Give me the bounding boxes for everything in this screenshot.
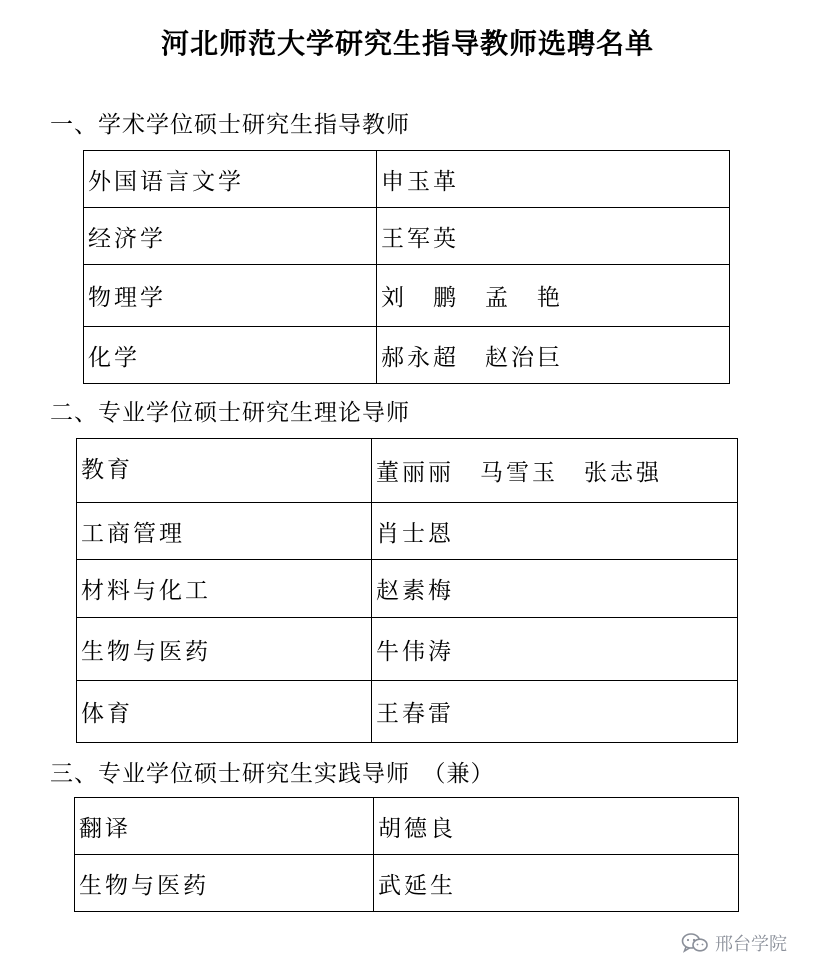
wechat-icon: [681, 932, 709, 954]
section-heading-3: 三、专业学位硕士研究生实践导师 （兼）: [50, 761, 495, 787]
watermark-text: 邢台学院: [715, 934, 787, 955]
table-row: [84, 208, 730, 265]
table-row: [84, 151, 730, 208]
table-row: [84, 327, 730, 384]
table-practice-supervisors: [74, 797, 739, 912]
names-cell: 赵素梅: [372, 560, 738, 618]
names-cell: 刘 鹏 孟 艳: [377, 265, 730, 327]
field-cell: 生物与医药: [75, 855, 374, 912]
names-cell: 胡德良: [374, 798, 739, 855]
field-cell: 体育: [77, 681, 372, 743]
table-row: [77, 503, 738, 560]
names-cell: 肖士恩: [372, 503, 738, 560]
names-cell: 王春雷: [372, 681, 738, 743]
table-theory-supervisors: [76, 438, 738, 743]
table-row: [84, 265, 730, 327]
section-heading-2: 二、专业学位硕士研究生理论导师: [50, 400, 410, 426]
field-cell: 翻译: [75, 798, 374, 855]
table-academic-supervisors: [83, 150, 730, 384]
field-cell: 外国语言文学: [84, 151, 377, 208]
field-cell: 物理学: [84, 265, 377, 327]
field-cell: 生物与医药: [77, 618, 372, 681]
table-row: [77, 560, 738, 618]
field-cell: 材料与化工: [77, 560, 372, 618]
table-row: [75, 798, 739, 855]
field-cell: 化学: [84, 327, 377, 384]
names-cell: 武延生: [374, 855, 739, 912]
names-cell: 王军英: [377, 208, 730, 265]
field-cell: 经济学: [84, 208, 377, 265]
document-title: 河北师范大学研究生指导教师选聘名单: [160, 27, 654, 60]
section-heading-1: 一、学术学位硕士研究生指导教师: [50, 112, 410, 138]
names-cell: 申玉革: [377, 151, 730, 208]
names-cell: 牛伟涛: [372, 618, 738, 681]
names-cell: 郝永超 赵治巨: [377, 327, 730, 384]
field-cell: 教育: [77, 439, 372, 503]
table-row: [77, 681, 738, 743]
names-cell: 董丽丽 马雪玉 张志强: [372, 439, 738, 503]
field-cell: 工商管理: [77, 503, 372, 560]
wechat-watermark: [681, 930, 787, 956]
table-row: [75, 855, 739, 912]
table-row: [77, 439, 738, 503]
table-row: [77, 618, 738, 681]
